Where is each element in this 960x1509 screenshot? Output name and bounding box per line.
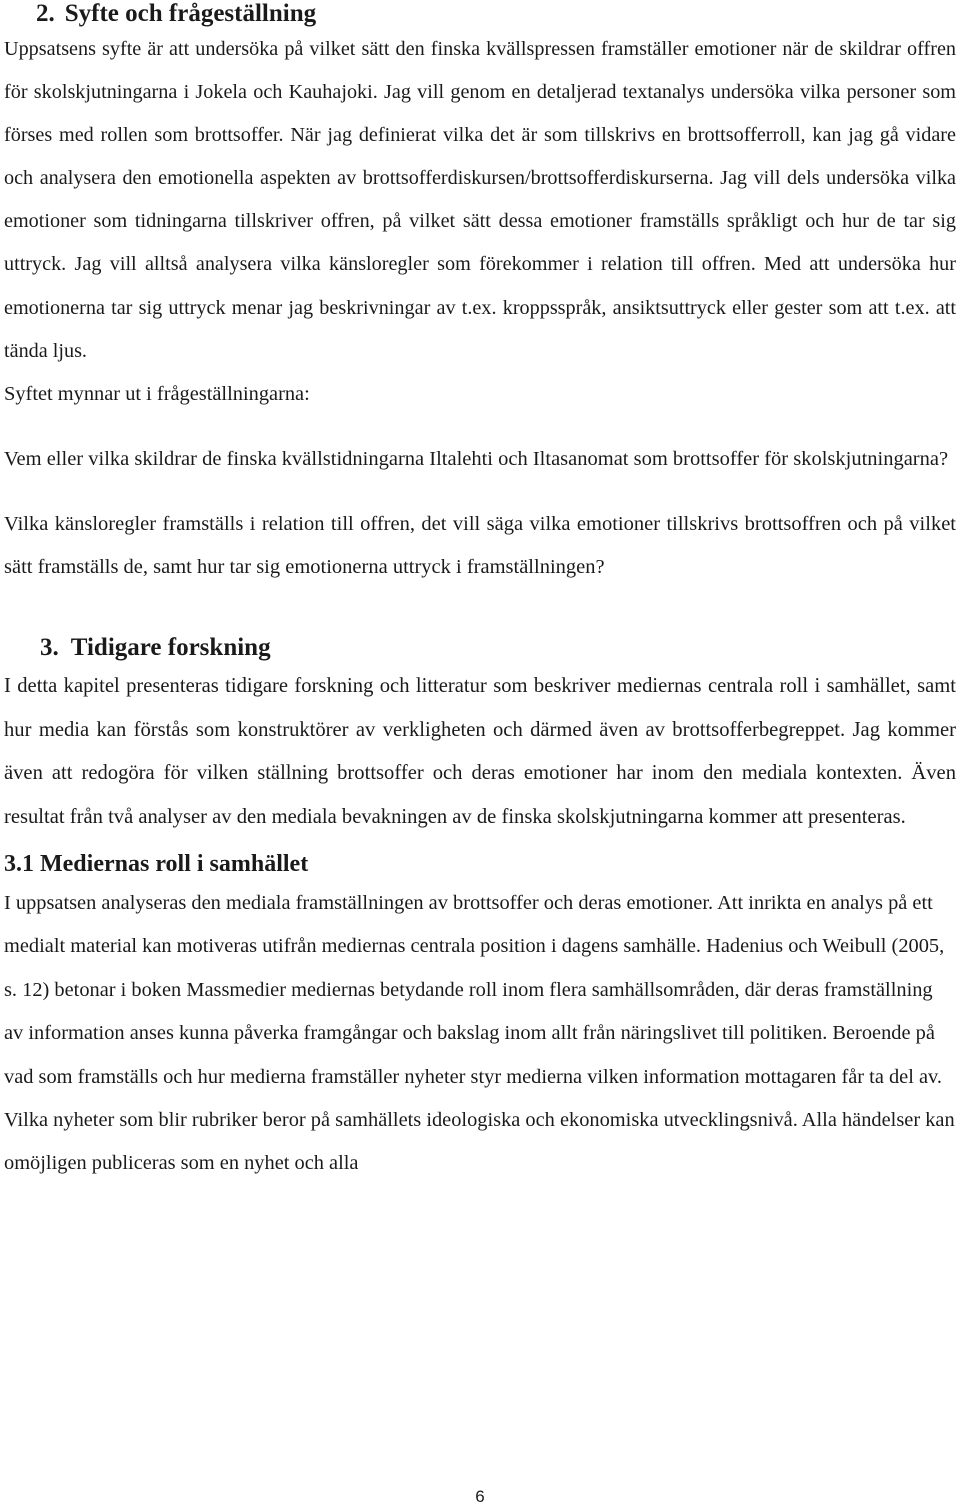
section-paragraph-syfte: Uppsatsens syfte är att undersöka på vilket sätt den finska kvällspressen framställer emotioner när de skildrar offren för skolskjutningarna i Jokela och Kauhajoki. Jag vill genom en detaljerad textanalys undersöka vilka personer som förses med rollen som brottsoffer. När jag definierat vilka det är som tillskrivs en brottsofferroll, kan jag gå vidare och analysera den emotionella aspekten av brottsofferdiskursen/brottsofferdiskurserna. Jag vill dels undersöka vilka emotioner som tidningarna tillskriver offren, på vilket sätt dessa emotioner framställs språkligt och hur de tar sig uttryck. Jag vill alltså analysera vilka känsloregler som förekommer i relation till offren. Med att undersöka hur emotionerna tar sig uttryck menar jag beskrivningar av t.ex. kroppsspråk, ansiktsuttryck eller gester som att t.ex. att tända ljus.	[4, 38, 956, 362]
section-title: Tidigare forskning	[70, 634, 271, 662]
section-heading-tidigare-forskning	[40, 633, 956, 663]
research-question-1: Vem eller vilka skildrar de finska kvällstidningarna Iltalehti och Iltasanomat som brottsoffer för skolskjutningarna?	[4, 448, 949, 471]
section-heading-syfte	[36, 0, 956, 28]
research-questions-lead: Syftet mynnar ut i frågeställningarna:	[4, 382, 310, 405]
section-number: 2.	[36, 0, 55, 27]
section-number: 3.	[40, 634, 59, 662]
document-page	[4, 0, 956, 1186]
section-title: Syfte och frågeställning	[64, 0, 317, 27]
subsection-paragraph-mediernas-roll: I uppsatsen analyseras den mediala framställningen av brottsoffer och deras emotioner. Att inrikta en analys på ett medialt material kan motiveras utifrån mediernas centrala position i dagens samhälle. Hadenius och Weibull (2005, s. 12) betonar i boken Massmedier mediernas betydande roll inom flera samhällsområden, där deras framställning av information anses kunna påverka framgångar och bakslag inom allt från näringslivet till politiken. Beroende på vad som framställs och hur medierna framställer nyheter styr medierna vilken information mottagaren får ta del av. Vilka nyheter som blir rubriker beror på samhällets ideologiska och ekonomiska utvecklingsnivå. Alla händelser kan omöjligen publiceras som en nyhet och alla	[4, 892, 955, 1175]
section-paragraph-tidigare-forskning: I detta kapitel presenteras tidigare forskning och litteratur som beskriver mediernas centrala roll i samhället, samt hur media kan förstås som konstruktörer av verkligheten och därmed även av brottsofferbegreppet. Jag kommer även att redogöra för vilken ställning brottsoffer och deras emotioner har inom den mediala kontexten. Även resultat från två analyser av den mediala bevakningen av de finska skolskjutningarna kommer att presenteras.	[4, 675, 956, 828]
page-number: 6	[475, 1487, 485, 1506]
subsection-heading-mediernas-roll: 3.1 Mediernas roll i samhället	[4, 851, 309, 877]
research-question-2: Vilka känsloregler framställs i relation till offren, det vill säga vilka emotioner tillskrivs brottsoffren och på vilket sätt framställs de, samt hur tar sig emotionerna uttryck i framställningen?	[4, 512, 956, 578]
